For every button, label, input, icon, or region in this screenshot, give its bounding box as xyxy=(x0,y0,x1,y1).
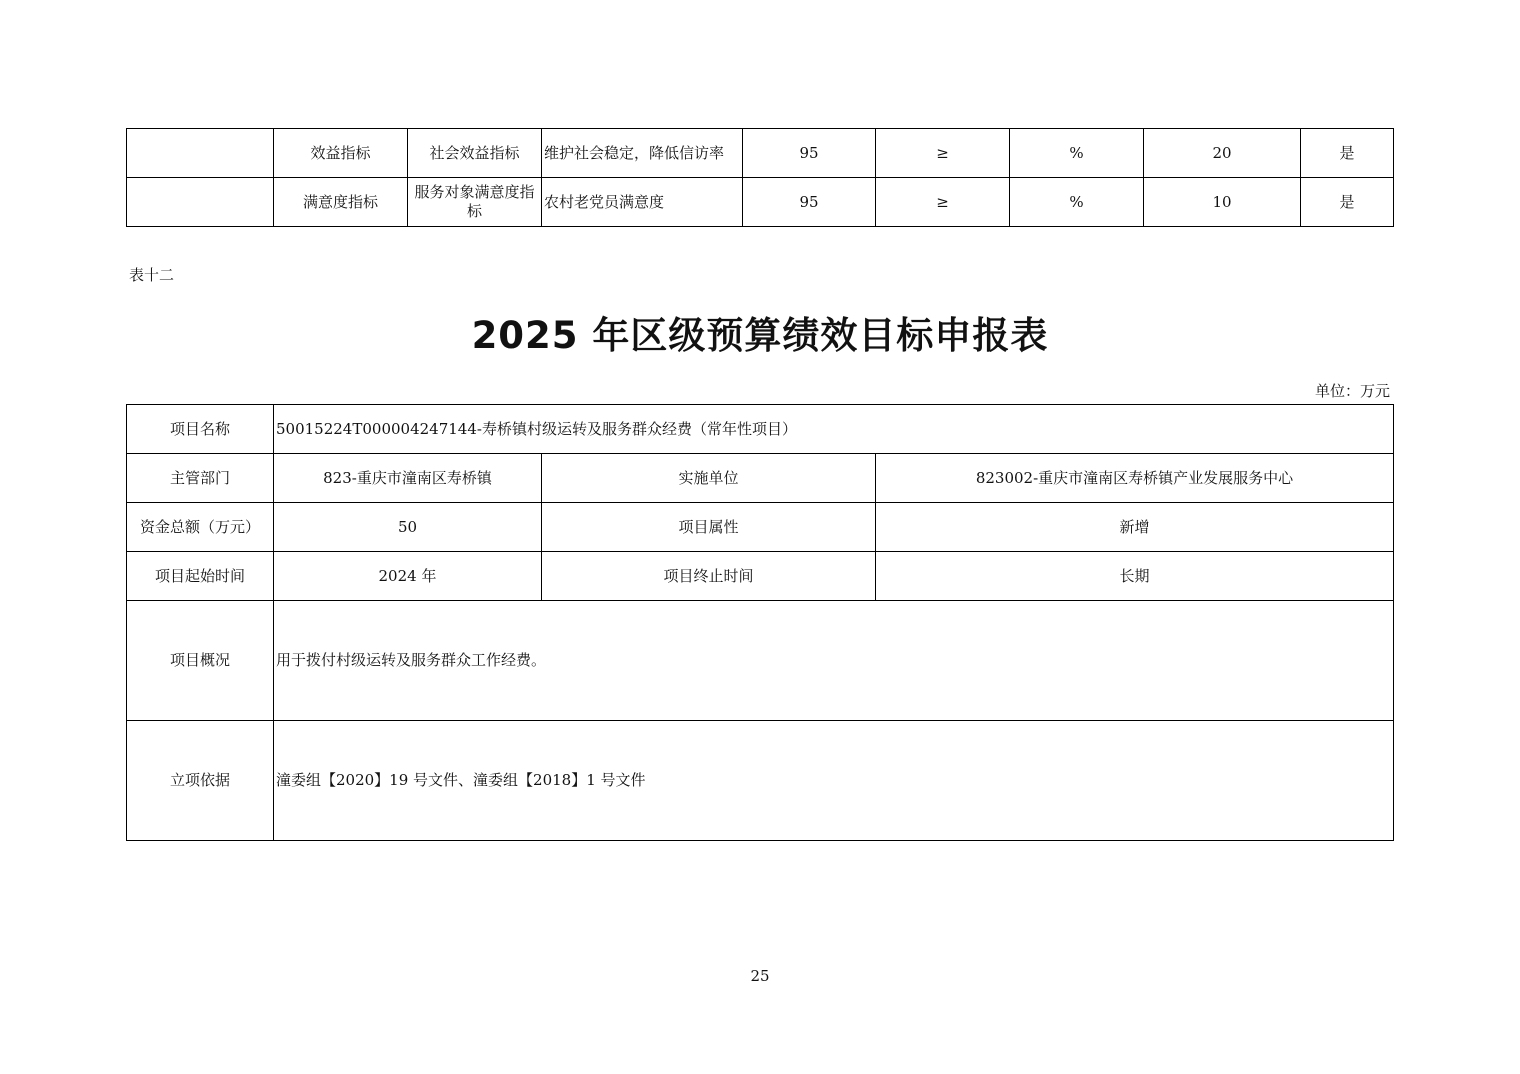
dept-value: 823-重庆市潼南区寿桥镇 xyxy=(274,454,542,503)
table-cell: 服务对象满意度指标 xyxy=(408,178,542,227)
table-cell xyxy=(127,178,274,227)
project-name-label: 项目名称 xyxy=(127,405,274,454)
table-row xyxy=(127,178,1394,227)
start-value: 2024 年 xyxy=(274,552,542,601)
table-row xyxy=(127,503,1394,552)
table-cell: ≥ xyxy=(876,178,1010,227)
table-row xyxy=(127,552,1394,601)
budget-form-table xyxy=(126,404,1394,841)
page-title: 2025 年区级预算绩效目标申报表 xyxy=(471,314,1049,357)
table-cell: 是 xyxy=(1301,178,1394,227)
table-cell: ≥ xyxy=(876,129,1010,178)
unit-label: 单位：万元 xyxy=(1314,382,1390,400)
table-cell xyxy=(127,129,274,178)
table-cell: 95 xyxy=(743,178,876,227)
table-cell: 维护社会稳定，降低信访率 xyxy=(542,129,743,178)
table-row xyxy=(127,454,1394,503)
table-cell: % xyxy=(1010,178,1144,227)
table-cell: 农村老党员满意度 xyxy=(542,178,743,227)
table-cell: 10 xyxy=(1144,178,1301,227)
table-row xyxy=(127,405,1394,454)
table-cell: 社会效益指标 xyxy=(408,129,542,178)
overview-value: 用于拨付村级运转及服务群众工作经费。 xyxy=(274,601,1394,721)
start-label: 项目起始时间 xyxy=(127,552,274,601)
table-row xyxy=(127,721,1394,841)
dept-label: 主管部门 xyxy=(127,454,274,503)
end-label: 项目终止时间 xyxy=(542,552,876,601)
table-cell: 95 xyxy=(743,129,876,178)
table-cell: 是 xyxy=(1301,129,1394,178)
attr-value: 新增 xyxy=(876,503,1394,552)
impl-value: 823002-重庆市潼南区寿桥镇产业发展服务中心 xyxy=(876,454,1394,503)
table-row xyxy=(127,601,1394,721)
project-name-value: 50015224T000004247144-寿桥镇村级运转及服务群众经费（常年性项目） xyxy=(274,405,1394,454)
page-number: 25 xyxy=(750,967,770,985)
attr-label: 项目属性 xyxy=(542,503,876,552)
fund-value: 50 xyxy=(274,503,542,552)
table-cell: % xyxy=(1010,129,1144,178)
overview-label: 项目概况 xyxy=(127,601,274,721)
basis-label: 立项依据 xyxy=(127,721,274,841)
basis-value: 潼委组【2020】19 号文件、潼委组【2018】1 号文件 xyxy=(274,721,1394,841)
fund-label: 资金总额（万元） xyxy=(127,503,274,552)
impl-label: 实施单位 xyxy=(542,454,876,503)
table-label: 表十二 xyxy=(129,266,175,284)
table-cell: 20 xyxy=(1144,129,1301,178)
table-cell: 满意度指标 xyxy=(274,178,408,227)
end-value: 长期 xyxy=(876,552,1394,601)
table-cell: 效益指标 xyxy=(274,129,408,178)
table-row xyxy=(127,129,1394,178)
indicator-table xyxy=(126,128,1394,227)
